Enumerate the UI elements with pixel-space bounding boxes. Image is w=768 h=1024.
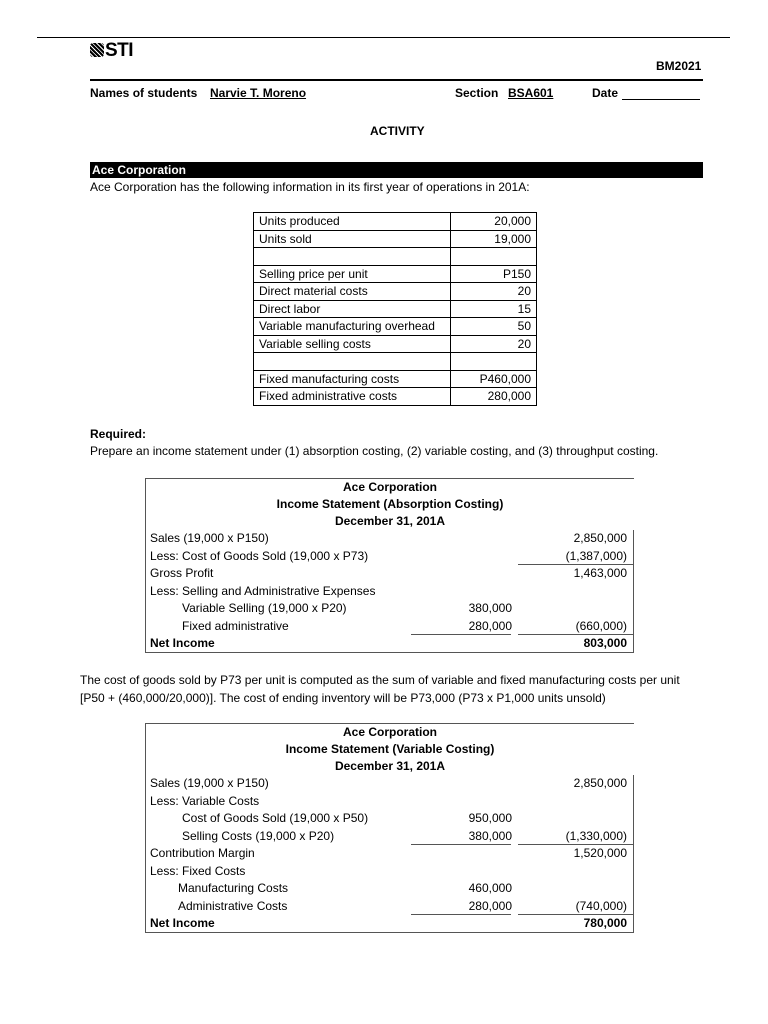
info-label: Units produced (254, 213, 451, 231)
info-label: Variable manufacturing overhead (254, 318, 451, 336)
info-row (254, 283, 537, 301)
statement-row (146, 548, 634, 566)
info-row (254, 353, 537, 371)
statement-row (146, 583, 634, 601)
info-label: Units sold (254, 230, 451, 248)
statement-row (146, 845, 634, 863)
statement-title: Income Statement (Variable Costing) (285, 742, 495, 756)
statement-title: Income Statement (Absorption Costing) (276, 497, 504, 511)
date-label: Date (592, 86, 619, 100)
info-value: 20 (451, 283, 537, 301)
info-value: 280,000 (451, 388, 537, 406)
statement-row (146, 915, 634, 933)
row-label: Less: Cost of Goods Sold (19,000 x P73) (150, 548, 369, 563)
names-label: Names of students (90, 86, 198, 100)
section-field[interactable] (498, 86, 592, 100)
info-row (254, 318, 537, 336)
header-rule (90, 79, 703, 81)
statement-body (146, 530, 634, 653)
row-label: Less: Selling and Administrative Expenses (150, 583, 376, 598)
row-amount: 1,463,000 (573, 566, 627, 580)
info-value: 50 (451, 318, 537, 336)
info-label: Variable selling costs (254, 335, 451, 353)
required-text: Prepare an income statement under (1) absorption costing, (2) variable costing, and (3) throughput costing. (90, 444, 659, 458)
info-label: Direct material costs (254, 283, 451, 301)
info-value: P460,000 (451, 370, 537, 388)
row-amount: 1,520,000 (573, 846, 627, 860)
row-subtotal: 950,000 (468, 811, 512, 825)
row-label: Net Income (150, 636, 215, 650)
activity-title: ACTIVITY (370, 124, 425, 138)
student-name: Narvie T. Moreno (210, 86, 307, 100)
statement-row (146, 898, 634, 916)
row-label: Manufacturing Costs (178, 881, 289, 895)
logo-text: STI (105, 40, 134, 61)
row-label: Net Income (150, 916, 215, 930)
info-row (254, 335, 537, 353)
row-subtotal: 380,000 (468, 601, 512, 615)
info-row (254, 213, 537, 231)
cogs-note: The cost of goods sold by P73 per unit is computed as the sum of variable and fixed manufacturing costs per unit [P50 + (460,000/20,000)]. The cost of ending inventory will be P73,000 (P73 x P1,000 units unsold) (80, 673, 680, 705)
statement-row (146, 810, 634, 828)
row-subtotal: 280,000 (468, 618, 512, 633)
info-value: 20 (451, 335, 537, 353)
section-value: BSA601 (508, 86, 554, 100)
row-label: Less: Fixed Costs (150, 863, 246, 878)
statement-date: December 31, 201A (334, 759, 446, 773)
statement-company: Ace Corporation (342, 480, 437, 494)
row-label: Cost of Goods Sold (19,000 x P50) (182, 811, 369, 825)
statement-row (146, 828, 634, 846)
date-field[interactable] (622, 99, 700, 100)
statement-row (146, 530, 634, 548)
row-amount: (660,000) (575, 618, 627, 633)
row-amount: (1,387,000) (565, 548, 627, 563)
statement-row (146, 635, 634, 653)
info-label: Fixed manufacturing costs (254, 370, 451, 388)
row-amount: (1,330,000) (565, 828, 627, 843)
statement-company: Ace Corporation (342, 725, 437, 739)
row-label: Administrative Costs (178, 898, 288, 913)
row-amount: (740,000) (575, 898, 627, 913)
bottom-border (146, 652, 634, 653)
absorption-costing-statement (145, 478, 634, 653)
info-value: 19,000 (451, 230, 537, 248)
info-row (254, 370, 537, 388)
info-label: Selling price per unit (254, 265, 451, 283)
statement-row (146, 600, 634, 618)
section-heading: Ace Corporation (90, 162, 703, 178)
right-border (633, 530, 634, 653)
row-label: Variable Selling (19,000 x P20) (182, 601, 347, 615)
row-label: Less: Variable Costs (150, 793, 260, 808)
info-label (254, 353, 451, 371)
row-subtotal: 380,000 (468, 828, 512, 843)
row-subtotal: 460,000 (468, 881, 512, 895)
top-rule (37, 37, 730, 38)
info-value (451, 353, 537, 371)
info-row (254, 265, 537, 283)
section-label: Section (455, 86, 499, 100)
row-amount: 780,000 (583, 916, 627, 930)
info-row (254, 248, 537, 266)
bottom-border (146, 932, 634, 933)
row-label: Selling Costs (19,000 x P20) (182, 828, 335, 843)
info-value: 15 (451, 300, 537, 318)
row-subtotal: 280,000 (468, 898, 512, 913)
info-row (254, 300, 537, 318)
sti-logo (90, 40, 133, 62)
info-row (254, 230, 537, 248)
statement-row (146, 618, 634, 636)
statement-row (146, 793, 634, 811)
info-value (451, 248, 537, 266)
right-border (633, 775, 634, 933)
course-code: BM2021 (656, 59, 702, 73)
info-label: Direct labor (254, 300, 451, 318)
row-amount: 2,850,000 (573, 776, 627, 790)
statement-row (146, 863, 634, 881)
statement-row (146, 775, 634, 793)
info-label (254, 248, 451, 266)
variable-costing-statement (145, 723, 634, 933)
info-label: Fixed administrative costs (254, 388, 451, 406)
row-label: Sales (19,000 x P150) (150, 776, 269, 790)
student-name-field[interactable] (198, 86, 454, 100)
row-label: Sales (19,000 x P150) (150, 531, 269, 545)
info-row (254, 388, 537, 406)
info-value: 20,000 (451, 213, 537, 231)
intro-text: Ace Corporation has the following information in its first year of operations in 201A: (90, 180, 530, 194)
logo-mark-icon (90, 43, 104, 57)
row-label: Fixed administrative (182, 618, 289, 633)
required-label: Required: (90, 427, 147, 441)
statement-body (146, 775, 634, 933)
statement-row (146, 565, 634, 583)
row-label: Contribution Margin (150, 846, 255, 860)
row-label: Gross Profit (150, 566, 214, 580)
statement-date: December 31, 201A (334, 514, 446, 528)
row-amount: 2,850,000 (573, 531, 627, 545)
info-value: P150 (451, 265, 537, 283)
row-amount: 803,000 (583, 636, 627, 650)
statement-row (146, 880, 634, 898)
info-table (253, 212, 537, 406)
